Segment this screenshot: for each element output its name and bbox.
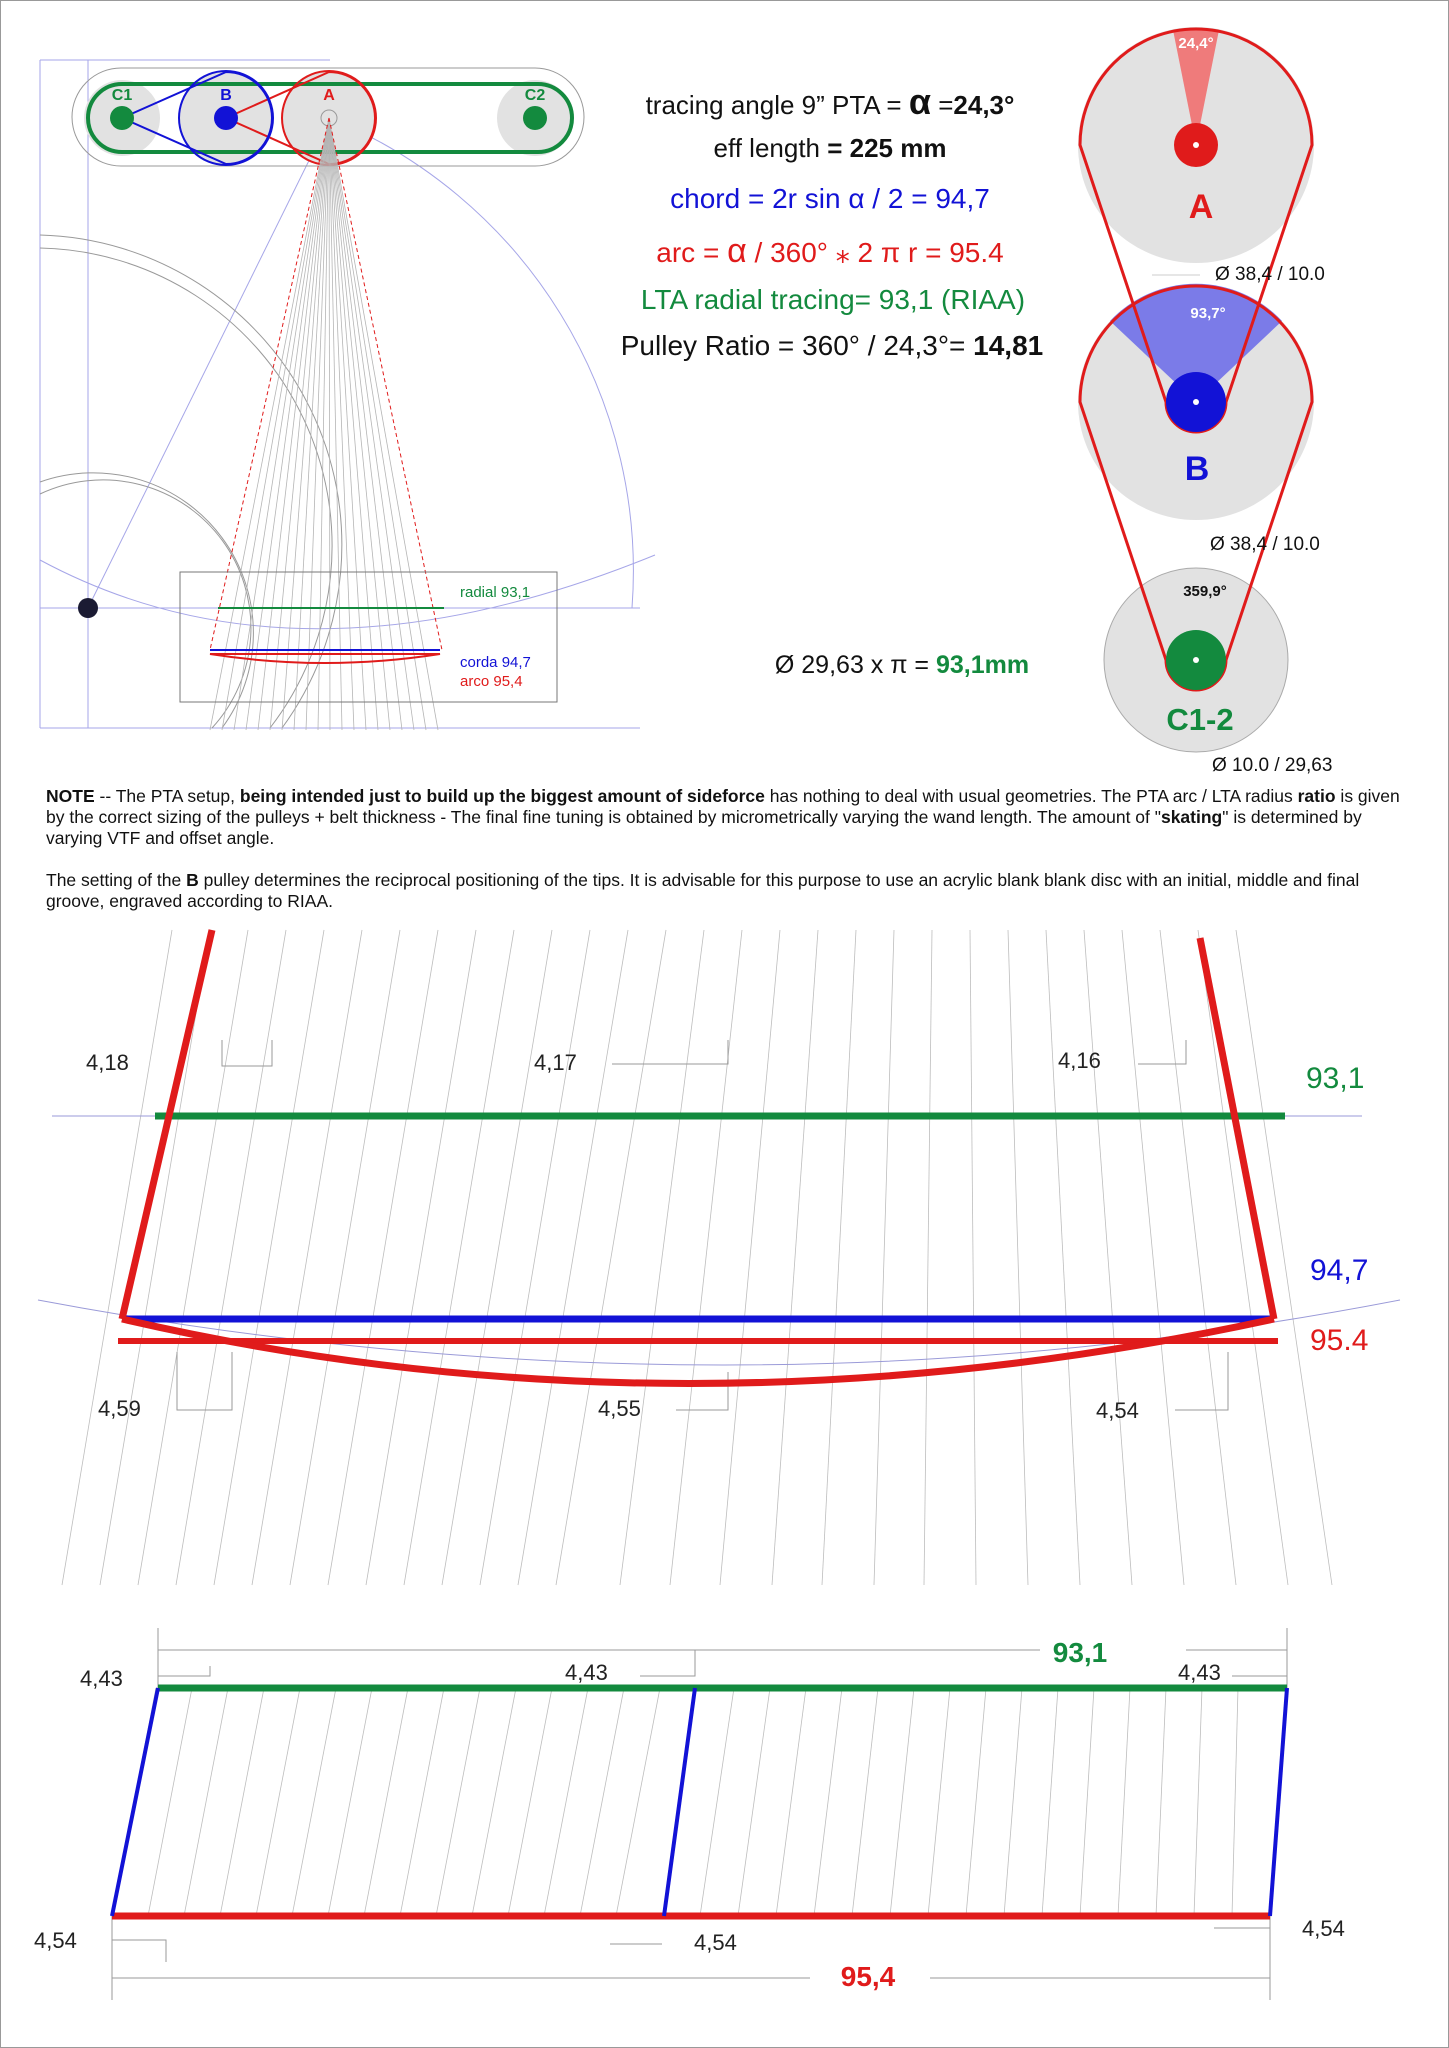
pulley-a-big-label: A (1188, 188, 1214, 226)
diameter-formula: Ø 29,63 x π = 93,1mm (774, 651, 1030, 679)
detail2-top-right-dim: 4,43 (1178, 1660, 1221, 1685)
detail2-bot-right-dim: 4,54 (1302, 1916, 1345, 1941)
pulley-b-big-label: B (1184, 450, 1210, 488)
pulley-b-angle: 93,7° (1190, 305, 1226, 322)
detail2-bot-left-dim: 4,54 (34, 1928, 77, 1953)
pulley-c1-label: C1 (111, 87, 133, 104)
chord-formula: chord = 2r sin α / 2 = 94,7 (670, 183, 990, 214)
detail1-bot-left-dim: 4,59 (98, 1396, 141, 1421)
pulley-c-dimension: Ø 10.0 / 29,63 (1212, 755, 1333, 776)
pulley-b-dimension: Ø 38,4 / 10.0 (1210, 534, 1320, 555)
detail2-red-total: 95,4 (840, 1961, 896, 1992)
lta-formula: LTA radial tracing= 93,1 (RIAA) (640, 284, 1026, 315)
note-paragraph-1: NOTE -- The PTA setup, being intended just to build up the biggest amount of sideforce has nothing to deal with usual geometries. The PTA arc / LTA radius ratio is given by the correct sizing of the pulleys + belt thickness - The final fine tuning is obtained by micrometrically varying the wand length. The amount of "skating" is determined by varying VTF and offset angle. (46, 786, 1400, 848)
detail1-blue-value: 94,7 (1310, 1254, 1369, 1287)
pulley-a-angle: 24,4° (1178, 35, 1214, 52)
detail1-top-mid-dim: 4,17 (534, 1050, 577, 1075)
radial-label: radial 93,1 (460, 584, 531, 601)
arc-formula: arc = α / 360° ⁎ 2 π r = 95.4 (656, 232, 1004, 270)
detail1-red-value: 95.4 (1310, 1324, 1369, 1357)
detail1-bot-right-dim: 4,54 (1096, 1398, 1139, 1423)
detail2-green-total: 93,1 (1052, 1637, 1108, 1668)
detail2-bot-mid-dim: 4,54 (694, 1930, 737, 1955)
arco-label: arco 95,4 (460, 673, 523, 690)
detail1-bot-mid-dim: 4,55 (598, 1396, 641, 1421)
detail1-green-value: 93,1 (1306, 1062, 1365, 1095)
pulley-c2-label: C2 (524, 87, 546, 104)
pulley-a-label: A (323, 87, 335, 104)
detail1-top-left-dim: 4,18 (86, 1050, 129, 1075)
note-paragraph-2: The setting of the B pulley determines the reciprocal positioning of the tips. It is advisable for this purpose to use an acrylic blank blank disc with an initial, middle and final groove, engraved according to RIAA. (46, 870, 1360, 911)
corda-label: corda 94,7 (460, 654, 531, 671)
pulley-c-big-label: C1-2 (1166, 702, 1234, 737)
pulley-b-label: B (220, 87, 232, 104)
pulley-ratio-formula: Pulley Ratio = 360° / 24,3°= 14,81 (620, 330, 1044, 361)
pulley-a-dimension: Ø 38,4 / 10.0 (1215, 264, 1325, 285)
detail2-top-left-dim: 4,43 (80, 1666, 123, 1691)
eff-length-formula: eff length = 225 mm (713, 133, 947, 163)
detail2-top-mid-dim: 4,43 (565, 1660, 608, 1685)
detail1-top-right-dim: 4,16 (1058, 1048, 1101, 1073)
pulley-stack (1078, 27, 1314, 752)
pulley-c-angle: 359,9° (1183, 583, 1227, 600)
tracing-angle-formula: tracing angle 9” PTA = α =24,3° (645, 81, 1015, 122)
